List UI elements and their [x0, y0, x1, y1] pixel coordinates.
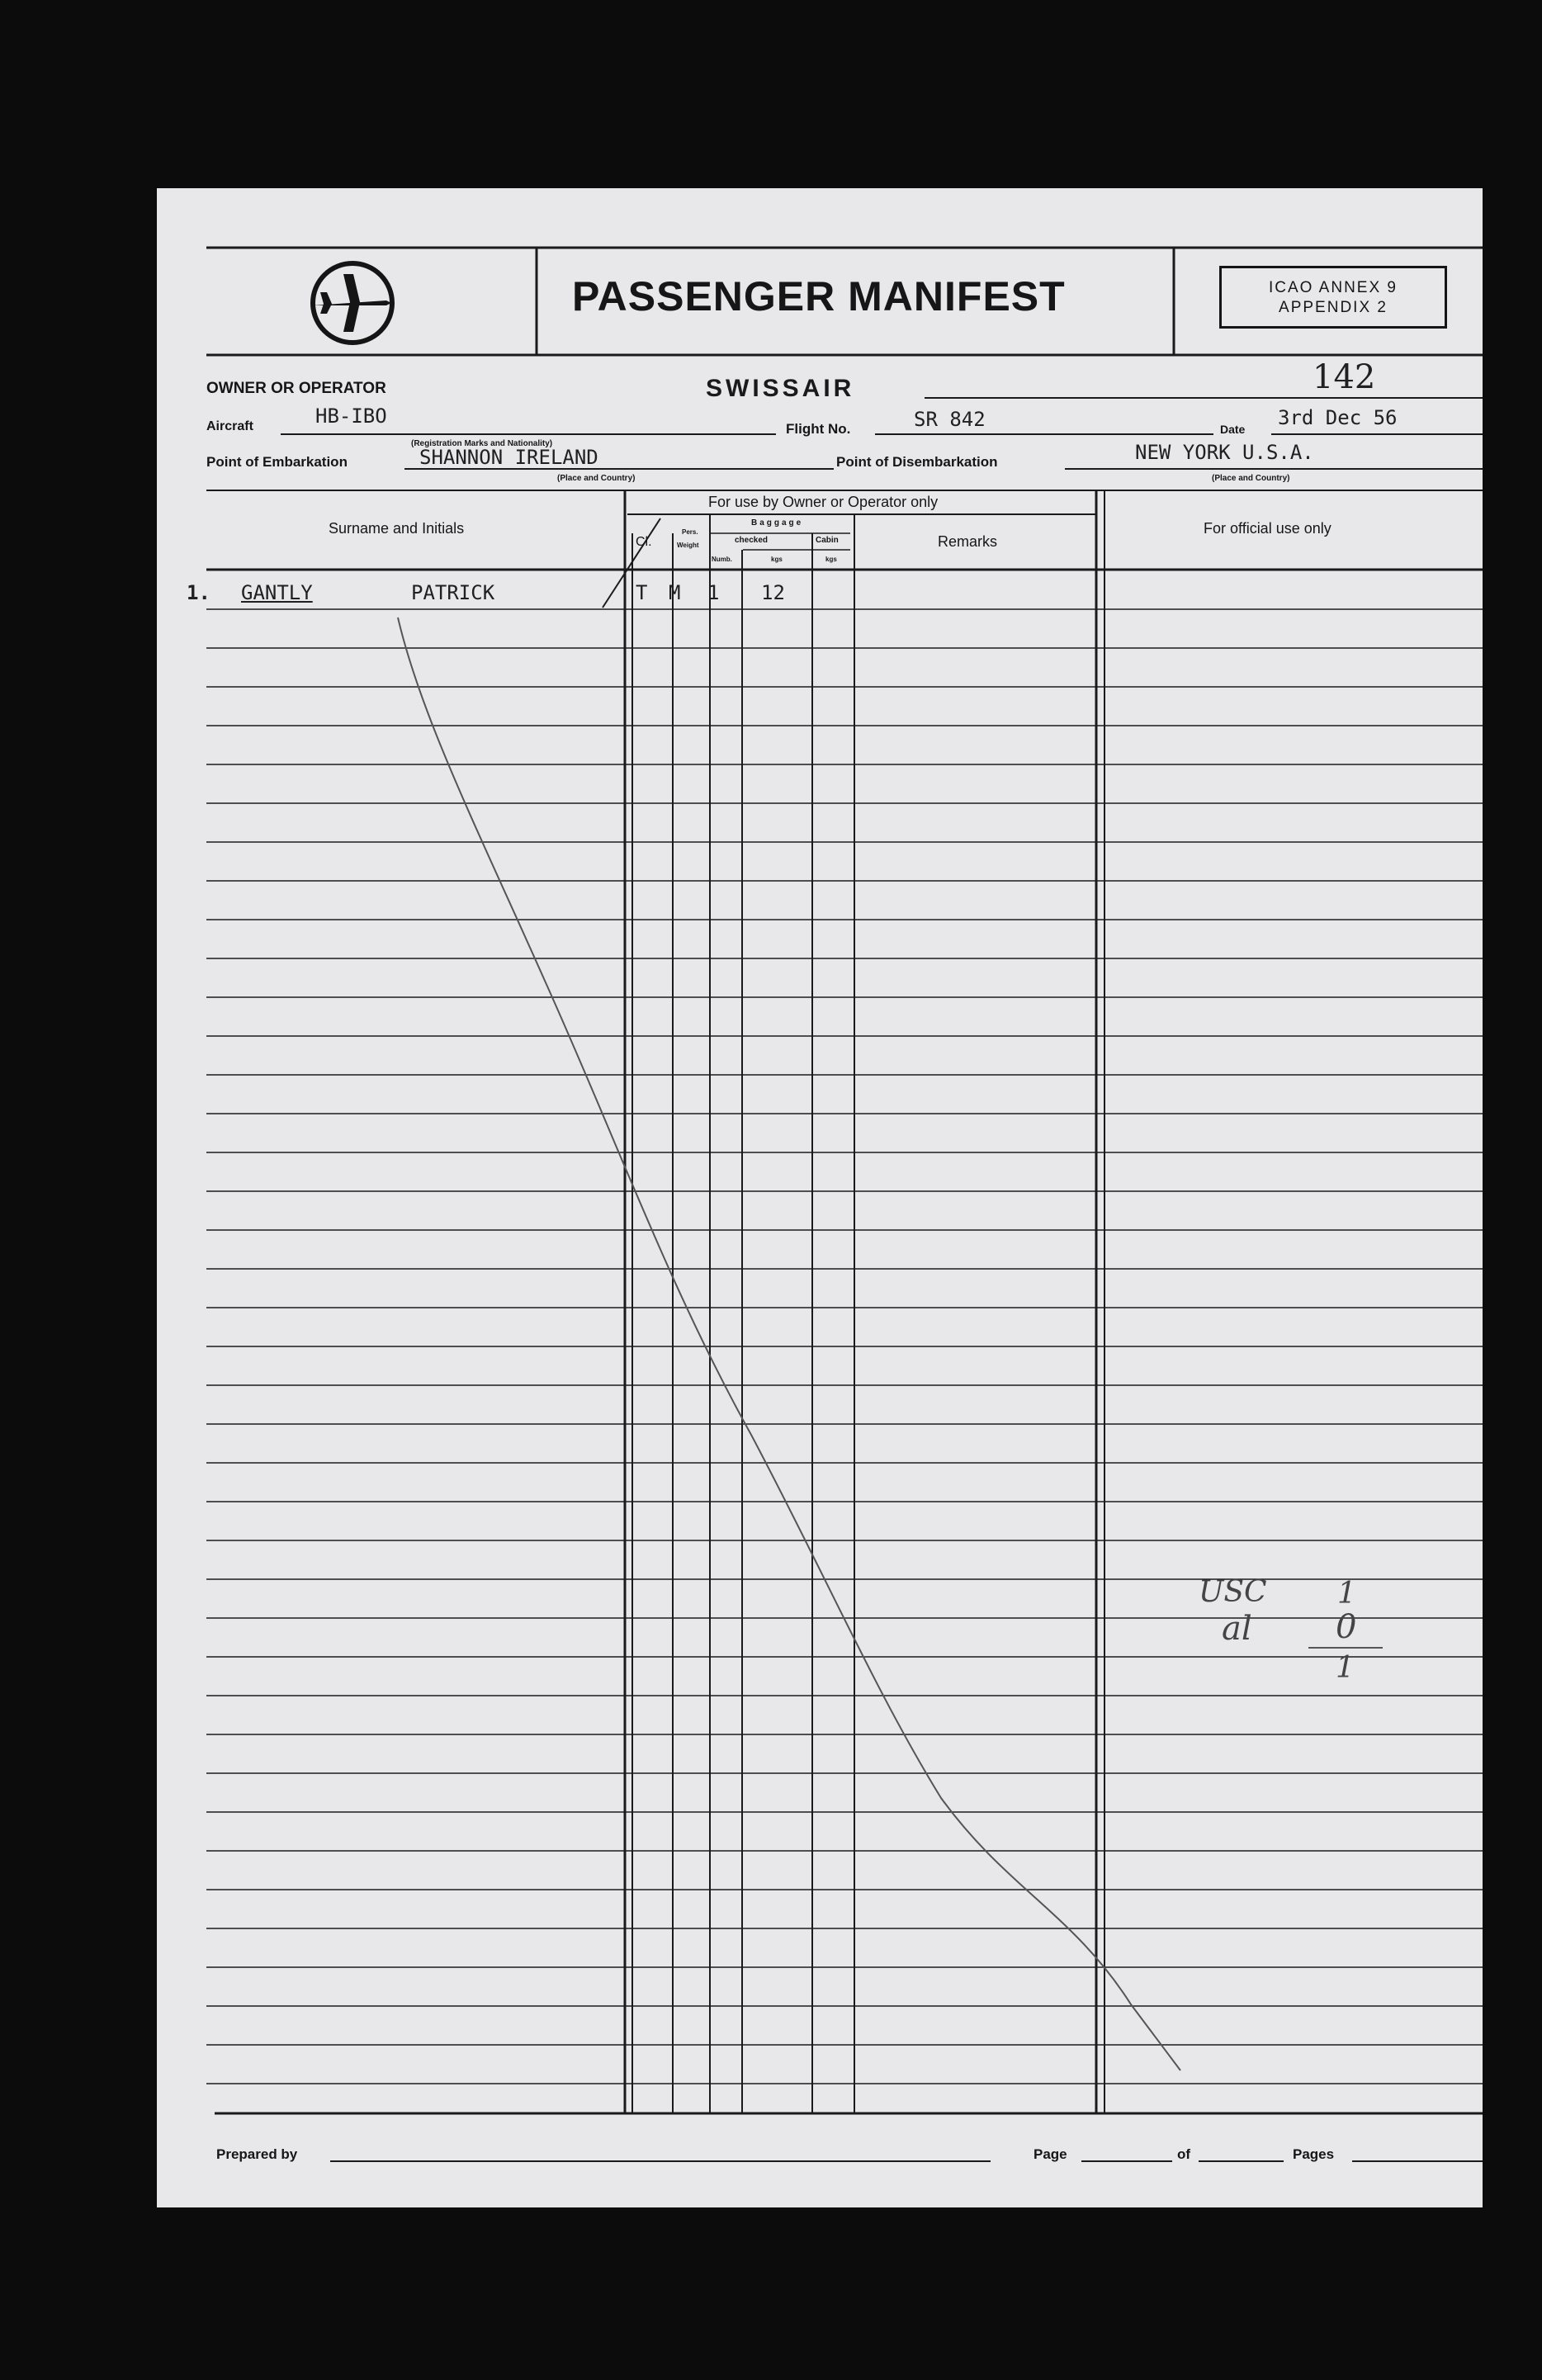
form-lines: [157, 188, 1483, 2207]
cabin-kgs-header: kgs: [825, 556, 837, 563]
row-bag-kgs: 12: [761, 581, 785, 604]
prepared-by-label: Prepared by: [216, 2146, 298, 2162]
col-surname-header: Surname and Initials: [329, 520, 465, 537]
icao-line-1: ICAO ANNEX 9: [1269, 279, 1398, 296]
embark-label: Point of Embarkation: [206, 454, 348, 470]
cabin-header: Cabin: [816, 536, 839, 545]
handwritten-usc: USC: [1199, 1575, 1267, 1609]
page-title: PASSENGER MANIFEST: [572, 273, 1066, 319]
airplane-icon: [305, 256, 400, 350]
checked-header: checked: [735, 536, 769, 545]
flight-label: Flight No.: [786, 421, 851, 437]
icao-line-2: APPENDIX 2: [1279, 299, 1388, 316]
handwritten-usc-count: 1: [1337, 1577, 1356, 1611]
pages-label: Pages: [1293, 2146, 1335, 2162]
baggage-header: Baggage: [751, 518, 804, 528]
row-initials: PATRICK: [411, 581, 495, 604]
row-weight: M: [669, 581, 681, 604]
page-label: Page: [1034, 2146, 1067, 2162]
disembark-sublabel: (Place and Country): [1212, 474, 1290, 483]
owner-label: OWNER OR OPERATOR: [206, 380, 386, 397]
col-weight-header-2: Weight: [677, 542, 699, 549]
row-number: 1.: [187, 581, 210, 604]
manifest-number: 142: [1313, 358, 1376, 396]
disembark-label: Point of Disembarkation: [836, 454, 998, 470]
aircraft-sublabel: (Registration Marks and Nationality): [411, 439, 553, 448]
col-official-header: For official use only: [1204, 520, 1332, 537]
disembark-value: NEW YORK U.S.A.: [1135, 441, 1314, 464]
airline-logo: SWISSAIR: [706, 375, 855, 402]
owner-use-header: For use by Owner or Operator only: [708, 494, 939, 510]
col-remarks-header: Remarks: [938, 533, 998, 550]
handwritten-total: 1: [1336, 1651, 1355, 1685]
manifest-sheet: [157, 188, 1483, 2207]
handwritten-al-count: 0: [1336, 1608, 1357, 1646]
embark-value: SHANNON IRELAND: [419, 446, 598, 469]
row-class: T: [636, 581, 648, 604]
kgs-header: kgs: [771, 556, 783, 563]
row-surname: GANTLY: [241, 581, 313, 604]
flight-value: SR 842: [914, 408, 986, 431]
row-bag-number: 1: [707, 581, 720, 604]
aircraft-value: HB-IBO: [315, 405, 387, 428]
icao-reference-box: [1219, 266, 1447, 329]
embark-sublabel: (Place and Country): [557, 474, 636, 483]
col-weight-header-1: Pers.: [682, 528, 698, 536]
handwritten-al: al: [1222, 1610, 1252, 1648]
col-cl-header: Cl.: [636, 535, 652, 549]
date-value: 3rd Dec 56: [1278, 406, 1398, 429]
date-label: Date: [1220, 423, 1246, 436]
aircraft-label: Aircraft: [206, 419, 253, 433]
of-label: of: [1177, 2146, 1191, 2162]
numb-header: Numb.: [712, 556, 732, 563]
